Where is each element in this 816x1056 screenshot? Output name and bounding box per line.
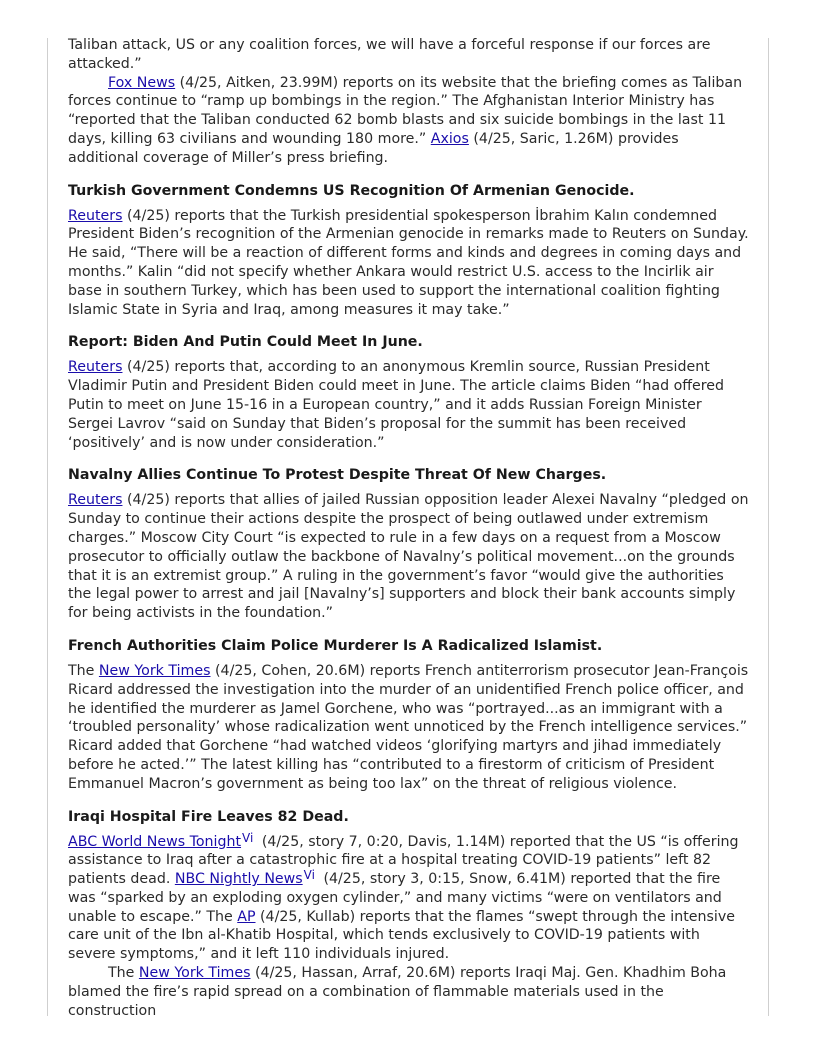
iraq-paragraph-1 bbox=[68, 830, 750, 965]
intro-paragraph-2 bbox=[68, 74, 750, 168]
iraq-paragraph-2 bbox=[68, 964, 750, 1020]
nyt-link[interactable]: New York Times bbox=[98, 662, 211, 679]
ap-text: (4/25, Kullab) reports that the flames “swept through the intensive care unit of the Ibn al-Khatib Hospital, which tends exclusively to COVID-19 patients with severe symptoms,” and it left 110 individuals injured. bbox=[68, 908, 735, 963]
intro-paragraph-1: Taliban attack, US or any coalition forces, we will have a forceful response if our forces are attacked.” bbox=[68, 37, 711, 72]
navalny-headline: Navalny Allies Continue To Protest Despite Threat Of New Charges. bbox=[68, 467, 607, 484]
navalny-paragraph bbox=[68, 491, 750, 623]
news-briefing-page bbox=[68, 36, 750, 1020]
nbc-text: (4/25, story 3, 0:15, Snow, 6.41M) reported that the fire was “sparked by an exploding oxygen cylinder,” and many victims “were on ventilators and unable to escape.” The bbox=[68, 871, 722, 925]
putin-paragraph bbox=[68, 358, 750, 452]
right-margin-rule bbox=[768, 38, 769, 1016]
iraq-headline: Iraqi Hospital Fire Leaves 82 Dead. bbox=[68, 808, 349, 825]
reuters-link[interactable]: Reuters bbox=[68, 207, 123, 224]
navalny-story bbox=[68, 466, 750, 623]
turkey-story bbox=[68, 182, 750, 320]
france-paragraph bbox=[68, 662, 750, 794]
iraq-p2-prefix: The bbox=[108, 965, 139, 982]
putin-text: (4/25) reports that, according to an anonymous Kremlin source, Russian President Vladimir Putin and President Biden could meet in June. The article claims Biden “had offered Putin to meet on June 15-16 in a European country,” and it adds Russian Foreign Minister Sergei Lavrov “said on Sunday that Biden’s proposal for the summit has been received ‘positively’ and is now under consideration.” bbox=[68, 359, 725, 451]
video-icon[interactable]: Vi bbox=[242, 830, 254, 845]
iraq-story bbox=[68, 808, 750, 1021]
axios-link[interactable]: Axios bbox=[430, 130, 469, 147]
nyt-text: (4/25, Hassan, Arraf, 20.6M) reports Iraqi Maj. Gen. Khadhim Boha blamed the fire’s rapid spread on a combination of flammable materials used in the construction bbox=[68, 965, 727, 1019]
abc-text: (4/25, story 7, 0:20, Davis, 1.14M) reported that the US “is offering assistance to Iraq after a catastrophic fire at a hospital treating COVID-19 patients” left 82 patients dead. bbox=[68, 833, 739, 888]
putin-headline: Report: Biden And Putin Could Meet In June. bbox=[68, 334, 423, 351]
fox-news-text: (4/25, Aitken, 23.99M) reports on its website that the briefing comes as Taliban forces continue to “ramp up bombings in the region.” The Afghanistan Interior Ministry has “reported that the Taliban conducted 62 bomb blasts and six suicide bombings in the last 11 days, killing 63 civilians and wounding 180 more.” bbox=[68, 74, 743, 147]
france-story bbox=[68, 637, 750, 794]
france-text: (4/25, Cohen, 20.6M) reports French antiterrorism prosecutor Jean-François Ricard addressed the investigation into the murder of an unidentified French police officer, and he identified the murderer as Jamel Gorchene, who was “portrayed...as an immigrant with a ‘troubled personality’ whose radicalization went unnoticed by the French intelligence services.” Ricard added that Gorchene “had watched videos ‘glorifying martyrs and jihad immediately before he acted.’” The latest killing has “contributed to a firestorm of criticism of President Emmanuel Macron’s government as being too lax” on the threat of religious violence. bbox=[68, 662, 749, 792]
video-icon[interactable]: Vi bbox=[303, 868, 315, 883]
left-margin-rule bbox=[47, 38, 48, 1016]
axios-text: (4/25, Saric, 1.26M) provides additional coverage of Miller’s press briefing. bbox=[68, 130, 679, 166]
putin-story bbox=[68, 333, 750, 452]
turkey-text: (4/25) reports that the Turkish presidential spokesperson İbrahim Kalın condemned President Biden’s recognition of the Armenian genocide in remarks made to Reuters on Sunday. He said, “There will be a reaction of different forms and kinds and degrees in coming days and months.” Kalin “did not specify whether Ankara would restrict U.S. access to the Incirlik air base in southern Turkey, which has been used to support the international coalition fighting Islamic State in Syria and Iraq, among measures it may take.” bbox=[68, 207, 749, 318]
nbc-news-link[interactable]: NBC Nightly News bbox=[174, 871, 303, 888]
abc-news-link[interactable]: ABC World News Tonight bbox=[68, 833, 242, 850]
navalny-text: (4/25) reports that allies of jailed Russian opposition leader Alexei Navalny “pledged on Sunday to continue their actions despite the prospect of being outlawed under extremism charges.” Moscow City Court “is expected to rule in a few days on a request from a Moscow prosecutor to officially outlaw the backbone of Navalny’s political movement...on the grounds that it is an extremist group.” A ruling in the government’s favor “would give the authorities the legal power to arrest and jail [Navalny’s] supporters and block their bank accounts simply for being activists in the foundation.” bbox=[68, 492, 749, 622]
ap-link[interactable]: AP bbox=[237, 908, 256, 925]
turkey-headline: Turkish Government Condemns US Recognition Of Armenian Genocide. bbox=[68, 182, 635, 199]
france-headline: French Authorities Claim Police Murderer Is A Radicalized Islamist. bbox=[68, 637, 603, 654]
afghanistan-story-continuation bbox=[68, 36, 750, 168]
reuters-link[interactable]: Reuters bbox=[68, 492, 123, 509]
fox-news-link[interactable]: Fox News bbox=[108, 74, 176, 91]
turkey-paragraph bbox=[68, 207, 750, 320]
france-prefix: The bbox=[68, 662, 99, 679]
nyt-link[interactable]: New York Times bbox=[138, 965, 251, 982]
reuters-link[interactable]: Reuters bbox=[68, 359, 123, 376]
